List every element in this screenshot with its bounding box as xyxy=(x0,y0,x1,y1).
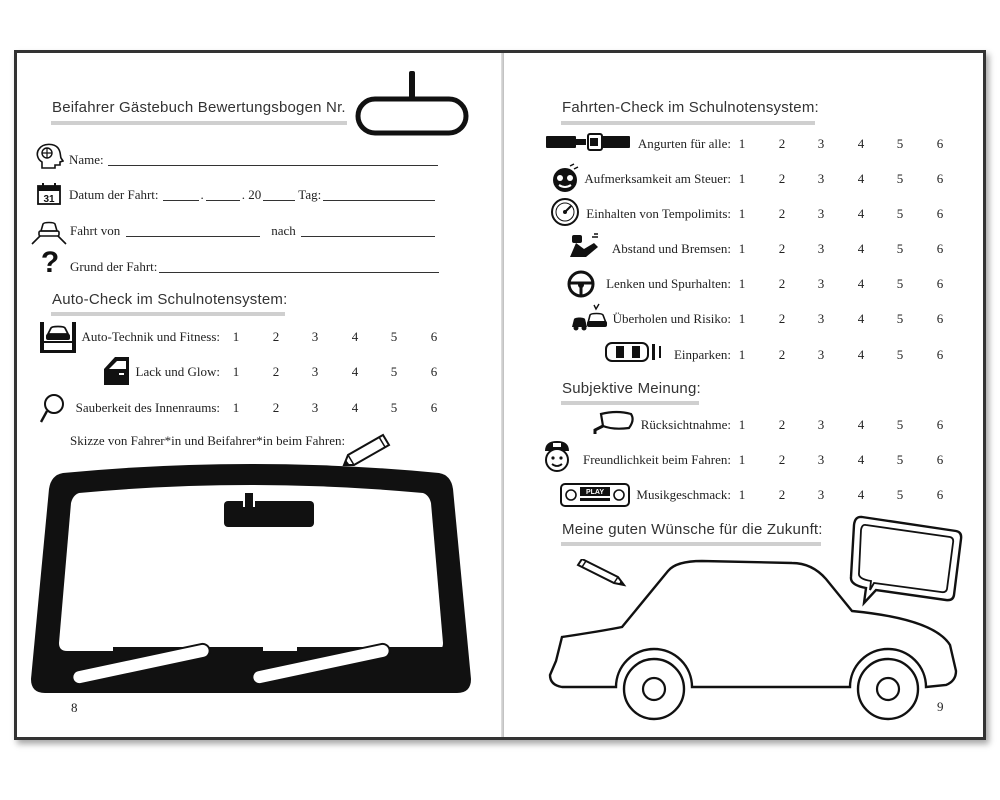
driving-check-row xyxy=(504,276,731,292)
grade-option[interactable]: 3 xyxy=(817,452,825,467)
grade-option[interactable]: 4 xyxy=(857,487,865,502)
grade-option[interactable]: 4 xyxy=(857,136,865,151)
trip-to-label: nach xyxy=(271,223,296,238)
grade-option[interactable]: 5 xyxy=(896,347,904,362)
driving-check-underline xyxy=(561,121,815,125)
date-year-line[interactable] xyxy=(263,189,295,201)
opinion-heading: Subjektive Meinung: xyxy=(562,380,701,397)
grade-option[interactable]: 3 xyxy=(817,487,825,502)
grade-option[interactable]: 5 xyxy=(896,206,904,221)
grade-option[interactable]: 6 xyxy=(936,241,944,256)
page-number-left: 8 xyxy=(71,700,78,715)
grade-option[interactable]: 2 xyxy=(778,276,786,291)
grade-option[interactable]: 2 xyxy=(778,241,786,256)
windshield-mirror xyxy=(224,501,314,527)
auto-check-row-1 xyxy=(47,329,220,345)
year-prefix: . 20 xyxy=(241,187,262,202)
grade-option[interactable]: 4 xyxy=(857,206,865,221)
grade-option[interactable]: 2 xyxy=(272,329,280,344)
car-outline-drawing-area[interactable] xyxy=(542,553,968,733)
opinion-label: Freundlichkeit beim Fahren: xyxy=(582,452,731,467)
opinion-label: Rücksichtnahme: xyxy=(640,417,731,432)
rearview-mirror-icon xyxy=(355,69,471,139)
grade-option[interactable]: 2 xyxy=(778,347,786,362)
name-input-line[interactable] xyxy=(108,154,438,166)
grade-option[interactable]: 1 xyxy=(738,347,746,362)
grade-option[interactable]: 3 xyxy=(311,400,319,415)
reason-label: Grund der Fahrt: xyxy=(70,259,158,274)
svg-text:?: ? xyxy=(40,247,60,277)
grade-option[interactable]: 3 xyxy=(817,206,825,221)
title-underline xyxy=(51,121,347,125)
grade-option[interactable]: 3 xyxy=(817,276,825,291)
grade-option[interactable]: 6 xyxy=(936,276,944,291)
trip-field xyxy=(70,223,435,239)
form-title: Beifahrer Gästebuch Bewertungsbogen Nr. xyxy=(52,99,346,116)
grade-option[interactable]: 5 xyxy=(896,171,904,186)
auto-check-heading: Auto-Check im Schulnotensystem: xyxy=(52,291,288,308)
reason-field xyxy=(70,259,439,275)
driving-check-row xyxy=(504,206,731,222)
auto-check-label: Auto-Technik und Fitness: xyxy=(81,329,220,344)
grade-option[interactable]: 5 xyxy=(390,400,398,415)
right-page xyxy=(504,53,983,737)
grade-option[interactable]: 1 xyxy=(232,329,240,344)
trip-from-label: Fahrt von xyxy=(70,223,121,238)
grade-option[interactable]: 1 xyxy=(232,364,240,379)
grade-option[interactable]: 2 xyxy=(272,364,280,379)
calendar-icon xyxy=(36,182,62,206)
grade-option[interactable]: 4 xyxy=(857,311,865,326)
grade-option[interactable]: 1 xyxy=(738,136,746,151)
driving-check-row xyxy=(504,171,731,187)
grade-option[interactable]: 3 xyxy=(817,417,825,432)
trip-from-line[interactable] xyxy=(126,225,260,237)
driving-check-label: Lenken und Spurhalten: xyxy=(606,276,731,291)
left-page xyxy=(17,53,501,737)
grade-option[interactable]: 6 xyxy=(936,452,944,467)
wishes-heading: Meine guten Wünsche für die Zukunft: xyxy=(562,521,823,538)
grade-option[interactable]: 5 xyxy=(896,276,904,291)
grade-option[interactable]: 3 xyxy=(311,329,319,344)
grade-option[interactable]: 1 xyxy=(738,452,746,467)
date-month-line[interactable] xyxy=(206,189,240,201)
grade-option[interactable]: 5 xyxy=(896,417,904,432)
head-profile-icon xyxy=(34,142,64,170)
grade-option[interactable]: 6 xyxy=(430,329,438,344)
grade-option[interactable]: 3 xyxy=(311,364,319,379)
grade-option[interactable]: 5 xyxy=(896,136,904,151)
auto-check-label: Sauberkeit des Innenraums: xyxy=(75,400,220,415)
grade-option[interactable]: 3 xyxy=(817,311,825,326)
grade-option[interactable]: 6 xyxy=(936,487,944,502)
grade-option[interactable]: 6 xyxy=(936,171,944,186)
grade-option[interactable]: 1 xyxy=(738,171,746,186)
opinion-label: Musikgeschmack: xyxy=(636,487,731,502)
driving-check-label: Abstand und Bremsen: xyxy=(611,241,731,256)
date-field xyxy=(69,187,435,203)
driving-check-heading: Fahrten-Check im Schulnotensystem: xyxy=(562,99,819,116)
name-label: Name: xyxy=(69,152,104,167)
grade-option[interactable]: 6 xyxy=(430,364,438,379)
grade-option[interactable]: 2 xyxy=(778,311,786,326)
grade-option[interactable]: 4 xyxy=(857,241,865,256)
wishes-underline xyxy=(561,542,821,546)
reason-input-line[interactable] xyxy=(159,261,439,273)
driver-face-icon xyxy=(542,439,572,475)
opinion-underline xyxy=(561,401,699,405)
grade-option[interactable]: 2 xyxy=(778,206,786,221)
grade-option[interactable]: 6 xyxy=(936,136,944,151)
grade-option[interactable]: 4 xyxy=(857,171,865,186)
grade-option[interactable]: 6 xyxy=(936,417,944,432)
auto-check-underline xyxy=(51,312,285,316)
grade-option[interactable]: 2 xyxy=(778,487,786,502)
windshield-sketch-area[interactable] xyxy=(31,461,471,701)
grade-option[interactable]: 1 xyxy=(738,487,746,502)
grade-option[interactable]: 6 xyxy=(936,347,944,362)
driving-check-row xyxy=(504,241,731,257)
car-radio-icon xyxy=(560,483,630,507)
grade-option[interactable]: 6 xyxy=(430,400,438,415)
date-day-line[interactable] xyxy=(163,189,199,201)
trip-to-line[interactable] xyxy=(301,225,435,237)
grade-option[interactable]: 5 xyxy=(390,364,398,379)
driving-check-row xyxy=(504,136,731,152)
driving-check-row xyxy=(504,347,731,363)
opinion-row xyxy=(504,452,731,468)
driving-check-label: Aufmerksamkeit am Steuer: xyxy=(584,171,731,186)
grade-option[interactable]: 6 xyxy=(936,206,944,221)
grade-option[interactable]: 4 xyxy=(857,347,865,362)
driving-check-row xyxy=(504,311,731,327)
grade-option[interactable]: 1 xyxy=(232,400,240,415)
auto-check-label: Lack und Glow: xyxy=(135,364,220,379)
svg-text:31: 31 xyxy=(43,194,55,205)
grade-option[interactable]: 3 xyxy=(817,241,825,256)
car-road-icon xyxy=(30,215,68,245)
grade-option[interactable]: 1 xyxy=(738,241,746,256)
grade-option[interactable]: 2 xyxy=(778,171,786,186)
side-mirror-icon xyxy=(591,410,635,436)
radio-play-label: PLAY xyxy=(585,489,605,496)
auto-check-row-3 xyxy=(47,400,220,416)
grade-option[interactable]: 4 xyxy=(351,364,359,379)
grade-option[interactable]: 5 xyxy=(896,311,904,326)
grade-option[interactable]: 4 xyxy=(857,452,865,467)
driving-check-label: Einparken: xyxy=(673,347,731,362)
grade-option[interactable]: 1 xyxy=(738,311,746,326)
auto-check-row-2 xyxy=(47,364,220,380)
page-number-right: 9 xyxy=(937,699,944,714)
driving-check-label: Überholen und Risiko: xyxy=(612,311,731,326)
sketch-caption: Skizze von Fahrer*in und Beifahrer*in beim Fahren: xyxy=(70,433,346,448)
grade-option[interactable]: 6 xyxy=(936,311,944,326)
grade-option[interactable]: 2 xyxy=(778,417,786,432)
grade-option[interactable]: 2 xyxy=(778,452,786,467)
name-field xyxy=(69,152,438,168)
grade-option[interactable]: 5 xyxy=(390,329,398,344)
date-label: Datum der Fahrt: xyxy=(69,187,159,202)
open-book xyxy=(14,50,986,740)
grade-option[interactable]: 5 xyxy=(896,241,904,256)
grade-option[interactable]: 2 xyxy=(272,400,280,415)
question-mark-icon xyxy=(39,247,61,277)
grade-option[interactable]: 4 xyxy=(351,400,359,415)
grade-option[interactable]: 5 xyxy=(896,487,904,502)
grade-option[interactable]: 5 xyxy=(896,452,904,467)
day-input-line[interactable] xyxy=(323,189,435,201)
driving-check-label: Einhalten von Tempolimits: xyxy=(586,206,731,221)
grade-option[interactable]: 4 xyxy=(857,417,865,432)
grade-option[interactable]: 1 xyxy=(738,206,746,221)
grade-option[interactable]: 3 xyxy=(817,347,825,362)
grade-option[interactable]: 4 xyxy=(857,276,865,291)
grade-option[interactable]: 1 xyxy=(738,417,746,432)
driving-check-label: Angurten für alle: xyxy=(637,136,731,151)
grade-option[interactable]: 2 xyxy=(778,136,786,151)
grade-option[interactable]: 3 xyxy=(817,136,825,151)
grade-option[interactable]: 4 xyxy=(351,329,359,344)
day-label: Tag: xyxy=(298,187,322,202)
grade-option[interactable]: 3 xyxy=(817,171,825,186)
grade-option[interactable]: 1 xyxy=(738,276,746,291)
date-dot: . xyxy=(200,187,204,202)
